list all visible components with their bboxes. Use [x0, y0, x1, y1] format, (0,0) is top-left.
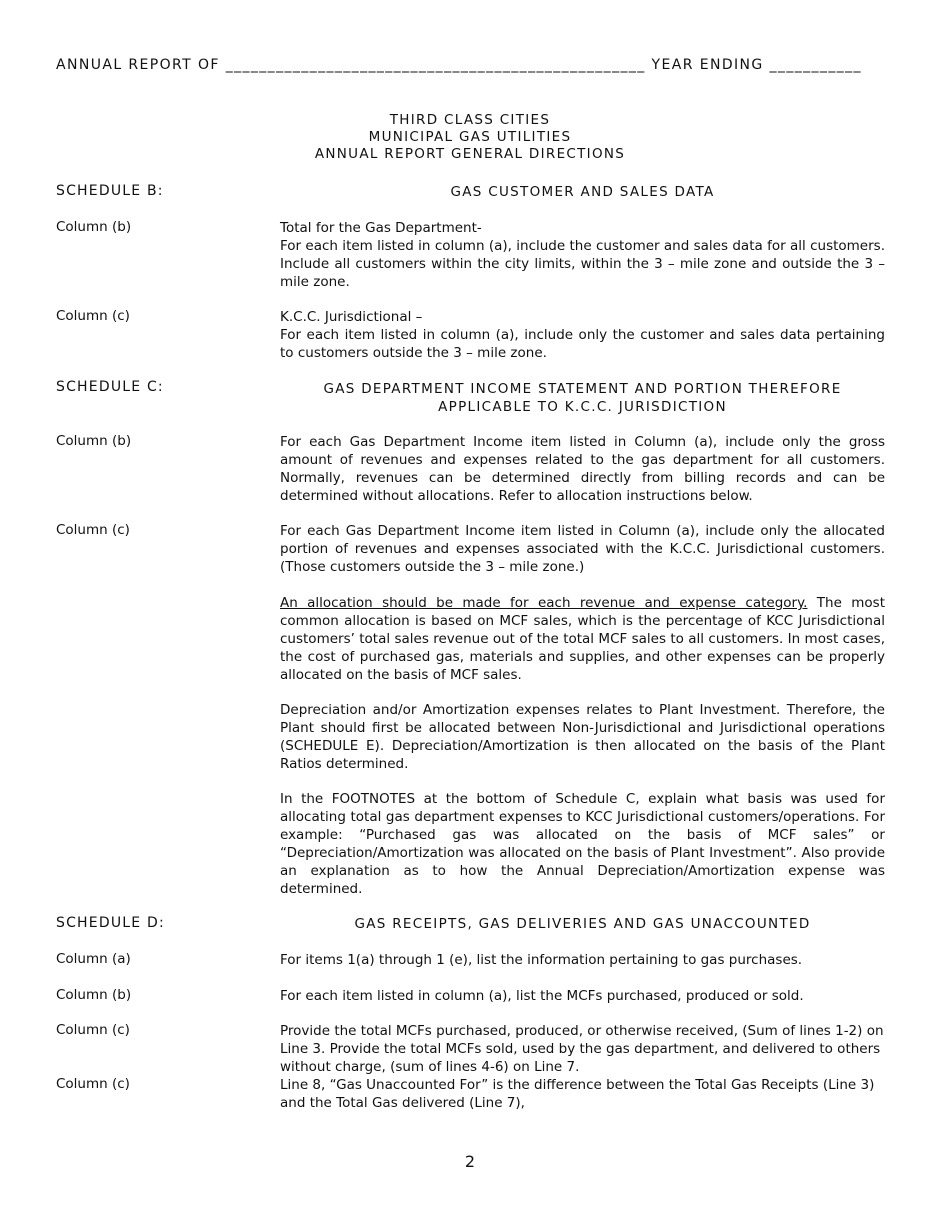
report-of-blank: __________________________________________________ [225, 57, 646, 73]
schedule-c-column-b-text: For each Gas Department Income item listed in Column (a), include only the gross amount of revenues and expenses related to the gas department for all customers. Normally, revenues can be determined directly from billing records and can be determined without allocations. Refer to allocation instructions below. [280, 434, 885, 504]
schedule-c-title-line-2: APPLICABLE TO K.C.C. JURISDICTION [438, 399, 727, 415]
schedule-d-column-a-text: For items 1(a) through 1 (e), list the information pertaining to gas purchases. [280, 952, 803, 968]
schedule-b-column-c-heading: K.C.C. Jurisdictional – [280, 309, 423, 325]
report-of-label: ANNUAL REPORT OF [56, 57, 220, 73]
schedule-c-title-line-1: GAS DEPARTMENT INCOME STATEMENT AND PORTION THEREFORE [323, 381, 842, 397]
page-number: 2 [464, 1152, 476, 1171]
schedule-b-label: SCHEDULE B: [56, 183, 164, 199]
allocation-body: The most common allocation is based on MCF sales, which is the percentage of KCC Jurisdictional customers’ total sales revenue out of the total MCF sales to all customers. In most cases, the cost of purchased gas, materials and supplies, and other expenses can be properly allocated on the basis of MCF sales. [280, 595, 885, 683]
schedule-c-column-b-label: Column (b) [56, 433, 132, 449]
allocation-paragraph [280, 594, 885, 684]
schedule-b-title: GAS CUSTOMER AND SALES DATA [450, 184, 715, 200]
schedule-d-column-c-text: Provide the total MCFs purchased, produced, or otherwise received, (Sum of lines 1-2) on Line 3. Provide the total MCFs sold, used by the gas department, and delivered to others without charge, (sum of lines 4-6) on Line 7. [280, 1023, 884, 1075]
schedule-d-column-c-second-label: Column (c) [56, 1076, 130, 1092]
schedule-d-column-a-label: Column (a) [56, 951, 131, 967]
footnotes-paragraph: In the FOOTNOTES at the bottom of Schedule C, explain what basis was used for allocating total gas department expenses to KCC Jurisdictional customers/operations. For example: “Purchased gas was allocated on the basis of MCF sales” or “Depreciation/Amortization was allocated on the basis of Plant Investment”. Also provide an explanation as to how the Annual Depreciation/Amortization expense was determined. [280, 791, 885, 897]
report-header [56, 57, 862, 73]
schedule-c-label: SCHEDULE C: [56, 379, 164, 395]
schedule-d-label: SCHEDULE D: [56, 915, 165, 931]
schedule-b-column-b-heading: Total for the Gas Department- [280, 220, 482, 236]
title-line-1: THIRD CLASS CITIES [389, 112, 551, 128]
allocation-heading: An allocation should be made for each revenue and expense category. [280, 595, 808, 611]
schedule-d-column-b-label: Column (b) [56, 987, 132, 1003]
schedule-b-column-b-label: Column (b) [56, 219, 132, 235]
year-ending-label: YEAR ENDING [651, 57, 764, 73]
schedule-d-column-c-label: Column (c) [56, 1022, 130, 1038]
schedule-b-column-c-text [280, 308, 885, 362]
schedule-b-column-c-body: For each item listed in column (a), include only the customer and sales data pertaining to customers outside the 3 – mile zone. [280, 327, 885, 361]
schedule-b-column-c-label: Column (c) [56, 308, 130, 324]
schedule-d-title: GAS RECEIPTS, GAS DELIVERIES AND GAS UNACCOUNTED [354, 916, 811, 932]
schedule-b-column-b-text [280, 219, 885, 291]
title-line-3: ANNUAL REPORT GENERAL DIRECTIONS [314, 146, 626, 162]
year-ending-blank: ___________ [769, 57, 862, 73]
title-line-2: MUNICIPAL GAS UTILITIES [368, 129, 572, 145]
schedule-d-column-c-second-text: Line 8, “Gas Unaccounted For” is the difference between the Total Gas Receipts (Line 3) and the Total Gas delivered (Line 7), [280, 1077, 875, 1111]
document-title [0, 112, 940, 163]
schedule-b-column-b-body: For each item listed in column (a), include the customer and sales data for all customers. Include all customers within the city limits, within the 3 – mile zone and outside the 3 – mile zone. [280, 238, 885, 290]
schedule-c-column-c-label: Column (c) [56, 522, 130, 538]
schedule-d-column-b-text: For each item listed in column (a), list the MCFs purchased, produced or sold. [280, 988, 804, 1004]
depreciation-paragraph: Depreciation and/or Amortization expenses relates to Plant Investment. Therefore, the Plant should first be allocated between Non-Jurisdictional and Jurisdictional operations (SCHEDULE E). Depreciation/Amortization is then allocated on the basis of the Plant Ratios determined. [280, 702, 885, 772]
schedule-c-title [280, 380, 885, 416]
schedule-c-column-c-text: For each Gas Department Income item listed in Column (a), include only the allocated portion of revenues and expenses associated with the K.C.C. Jurisdictional customers. (Those customers outside the 3 – mile zone.) [280, 523, 885, 575]
